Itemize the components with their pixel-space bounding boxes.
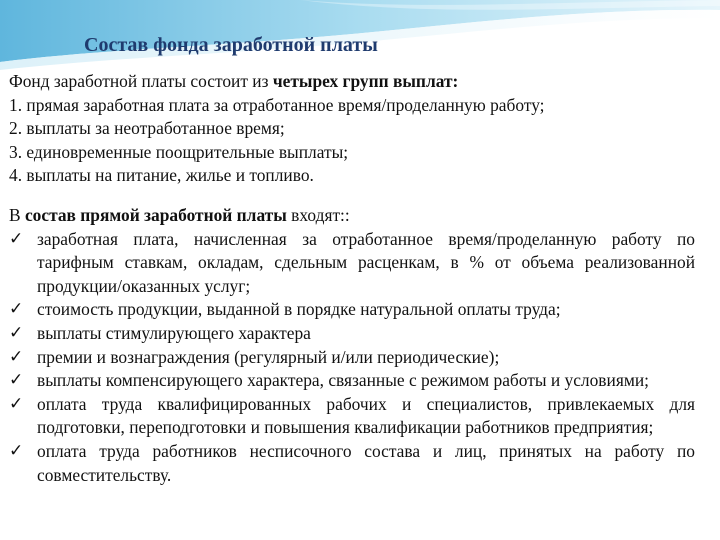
slide-title: Состав фонда заработной платы	[84, 34, 378, 56]
checkmark-icon: ✓	[9, 322, 24, 343]
list-item-text: выплаты стимулирующего характера	[37, 322, 311, 343]
list-item	[9, 298, 695, 322]
checkmark-icon: ✓	[9, 440, 24, 461]
intro-line	[9, 70, 695, 94]
list-item	[9, 322, 695, 346]
checkmark-icon: ✓	[9, 370, 24, 391]
composition-prefix: В	[9, 204, 25, 225]
intro-prefix: Фонд заработной платы состоит из	[9, 71, 273, 91]
composition-bold: состав прямой заработной платы	[24, 204, 287, 225]
paragraph-gap	[9, 188, 695, 204]
slide-body	[9, 70, 695, 487]
checkmark-icon: ✓	[9, 346, 24, 367]
list-item	[9, 393, 695, 440]
list-item-text: стоимость продукции, выданной в порядке натуральной оплаты труда;	[37, 299, 561, 320]
list-item	[9, 346, 695, 370]
list-item-text: премии и вознаграждения (регулярный и/или периодические);	[37, 346, 500, 367]
composition-suffix: входят::	[286, 204, 350, 225]
list-item	[9, 369, 695, 393]
checkmark-icon: ✓	[9, 393, 24, 414]
checkmark-icon: ✓	[9, 228, 24, 249]
list-item	[9, 228, 695, 299]
list-item	[9, 440, 695, 487]
intro-item-1: 1. прямая заработная плата за отработанное время/проделанную работу;	[9, 94, 545, 115]
intro-bold: четырех групп выплат:	[272, 71, 459, 91]
composition-heading	[9, 204, 695, 228]
list-item-text: выплаты компенсирующего характера, связанные с режимом работы и условиями;	[37, 370, 649, 391]
list-item-text: оплата труда работников несписочного состава и лиц, принятых на работу по совместительству.	[37, 440, 695, 485]
intro-item-2: 2. выплаты за неотработанное время;	[9, 118, 285, 139]
composition-list	[9, 228, 695, 488]
list-item-text: оплата труда квалифицированных рабочих и специалистов, привлекаемых для подготовки, переподготовки и повышения квалификации работников предприятия;	[37, 393, 695, 438]
list-item-text: заработная плата, начисленная за отработанное время/проделанную работу по тарифным ставкам, окладам, сдельным расценкам, в % от объема реализованной продукции/оказанных услуг;	[37, 228, 695, 296]
intro-item-3: 3. единовременные поощрительные выплаты;	[9, 141, 349, 162]
intro-item-4: 4. выплаты на питание, жилье и топливо.	[9, 165, 314, 186]
checkmark-icon: ✓	[9, 299, 24, 320]
